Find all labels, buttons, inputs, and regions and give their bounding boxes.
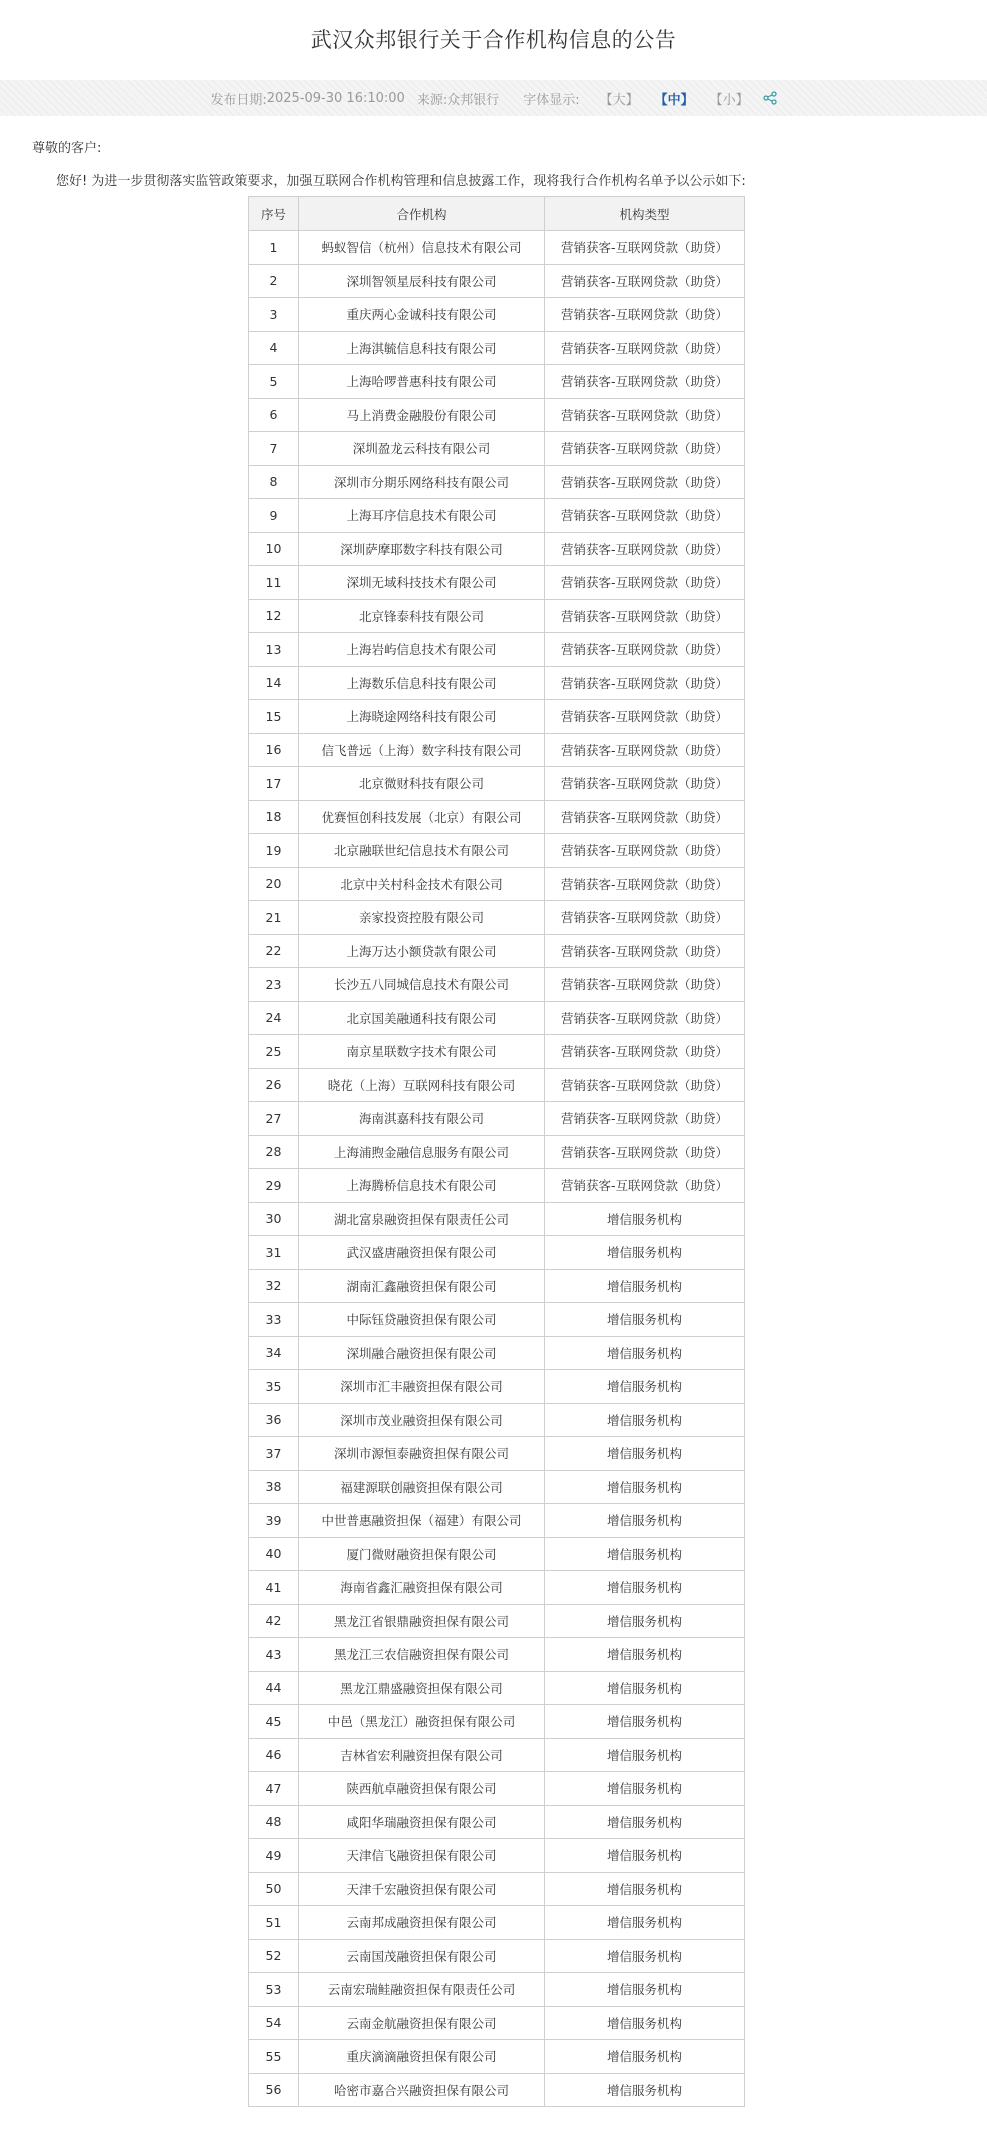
row-index: 11 (249, 566, 299, 600)
intro-paragraph: 您好! 为进一步贯彻落实监管政策要求，加强互联网合作机构管理和信息披露工作，现将我行合作机构名单予以公示如下: (56, 174, 746, 189)
row-type: 增信服务机构 (545, 1236, 745, 1270)
row-institution: 重庆滴滴融资担保有限公司 (299, 2040, 545, 2074)
row-institution: 厦门微财融资担保有限公司 (299, 1537, 545, 1571)
table-row (249, 264, 745, 298)
row-institution: 上海浦煦金融信息服务有限公司 (299, 1135, 545, 1169)
row-institution: 陕西航卓融资担保有限公司 (299, 1772, 545, 1806)
row-institution: 上海岩屿信息技术有限公司 (299, 633, 545, 667)
publish-date-label: 发布日期: (210, 92, 267, 108)
row-institution: 武汉盛唐融资担保有限公司 (299, 1236, 545, 1270)
row-index: 23 (249, 968, 299, 1002)
row-index: 24 (249, 1001, 299, 1035)
row-institution: 深圳市茂业融资担保有限公司 (299, 1403, 545, 1437)
row-index: 8 (249, 465, 299, 499)
row-type: 营销获客-互联网贷款（助贷） (545, 666, 745, 700)
table-row (249, 1738, 745, 1772)
row-institution: 上海腾桥信息技术有限公司 (299, 1169, 545, 1203)
row-index: 17 (249, 767, 299, 801)
table-row (249, 1973, 745, 2007)
table-row (249, 1571, 745, 1605)
row-type: 营销获客-互联网贷款（助贷） (545, 968, 745, 1002)
table-row (249, 968, 745, 1002)
row-institution: 优赛恒创科技发展（北京）有限公司 (299, 800, 545, 834)
row-institution: 湖北富泉融资担保有限责任公司 (299, 1202, 545, 1236)
table-row (249, 1135, 745, 1169)
row-index: 31 (249, 1236, 299, 1270)
table-row (249, 767, 745, 801)
table-row (249, 934, 745, 968)
table-row (249, 1403, 745, 1437)
row-index: 14 (249, 666, 299, 700)
partner-institutions-table (248, 196, 745, 2107)
header-institution: 合作机构 (299, 197, 545, 231)
row-type: 营销获客-互联网贷款（助贷） (545, 465, 745, 499)
row-type: 增信服务机构 (545, 1872, 745, 1906)
table-row (249, 331, 745, 365)
row-index: 40 (249, 1537, 299, 1571)
row-index: 22 (249, 934, 299, 968)
row-type: 增信服务机构 (545, 2040, 745, 2074)
row-type: 营销获客-互联网贷款（助贷） (545, 365, 745, 399)
row-type: 营销获客-互联网贷款（助贷） (545, 1001, 745, 1035)
row-type: 营销获客-互联网贷款（助贷） (545, 1169, 745, 1203)
row-type: 营销获客-互联网贷款（助贷） (545, 1135, 745, 1169)
row-index: 49 (249, 1839, 299, 1873)
row-institution: 深圳融合融资担保有限公司 (299, 1336, 545, 1370)
header-type: 机构类型 (545, 197, 745, 231)
font-size-small-button[interactable]: 【小】 (709, 92, 749, 108)
row-index: 29 (249, 1169, 299, 1203)
row-type: 增信服务机构 (545, 1839, 745, 1873)
row-type: 增信服务机构 (545, 2006, 745, 2040)
row-type: 增信服务机构 (545, 1939, 745, 1973)
row-index: 21 (249, 901, 299, 935)
row-index: 42 (249, 1604, 299, 1638)
row-index: 2 (249, 264, 299, 298)
table-row (249, 1638, 745, 1672)
table-row (249, 1906, 745, 1940)
row-type: 增信服务机构 (545, 1604, 745, 1638)
table-row (249, 901, 745, 935)
row-index: 51 (249, 1906, 299, 1940)
row-type: 营销获客-互联网贷款（助贷） (545, 800, 745, 834)
table-row (249, 231, 745, 265)
row-institution: 长沙五八同城信息技术有限公司 (299, 968, 545, 1002)
table-row (249, 1068, 745, 1102)
table-row (249, 800, 745, 834)
row-institution: 重庆两心金诚科技有限公司 (299, 298, 545, 332)
source-value: 众邦银行 (447, 92, 500, 108)
table-body (249, 231, 745, 2107)
row-type: 营销获客-互联网贷款（助贷） (545, 1068, 745, 1102)
row-institution: 马上消费金融股份有限公司 (299, 398, 545, 432)
row-type: 营销获客-互联网贷款（助贷） (545, 432, 745, 466)
row-index: 10 (249, 532, 299, 566)
row-type: 增信服务机构 (545, 1638, 745, 1672)
table-row (249, 1939, 745, 1973)
table-row (249, 1001, 745, 1035)
table-row (249, 867, 745, 901)
table-row (249, 499, 745, 533)
row-type: 营销获客-互联网贷款（助贷） (545, 499, 745, 533)
table-row (249, 2040, 745, 2074)
row-institution: 深圳市汇丰融资担保有限公司 (299, 1370, 545, 1404)
table-row (249, 1303, 745, 1337)
row-institution: 湖南汇鑫融资担保有限公司 (299, 1269, 545, 1303)
article-meta-bar (0, 80, 987, 116)
publish-date-value: 2025-09-30 16:10:00 (266, 90, 405, 106)
row-type: 增信服务机构 (545, 1403, 745, 1437)
row-index: 5 (249, 365, 299, 399)
row-type: 营销获客-互联网贷款（助贷） (545, 867, 745, 901)
table-row (249, 1504, 745, 1538)
row-index: 15 (249, 700, 299, 734)
row-institution: 深圳无域科技技术有限公司 (299, 566, 545, 600)
table-row (249, 566, 745, 600)
row-type: 增信服务机构 (545, 1437, 745, 1471)
row-institution: 云南宏瑞鲑融资担保有限责任公司 (299, 1973, 545, 2007)
table-row (249, 1470, 745, 1504)
row-type: 增信服务机构 (545, 1973, 745, 2007)
row-index: 43 (249, 1638, 299, 1672)
row-institution: 中际钰贷融资担保有限公司 (299, 1303, 545, 1337)
table-row (249, 1269, 745, 1303)
row-institution: 深圳盈龙云科技有限公司 (299, 432, 545, 466)
row-index: 7 (249, 432, 299, 466)
row-institution: 黑龙江鼎盛融资担保有限公司 (299, 1671, 545, 1705)
row-institution: 哈密市嘉合兴融资担保有限公司 (299, 2073, 545, 2107)
table-row (249, 700, 745, 734)
table-row (249, 1202, 745, 1236)
row-index: 46 (249, 1738, 299, 1772)
row-type: 增信服务机构 (545, 1671, 745, 1705)
row-index: 56 (249, 2073, 299, 2107)
row-index: 19 (249, 834, 299, 868)
row-index: 41 (249, 1571, 299, 1605)
row-institution: 深圳智领星辰科技有限公司 (299, 264, 545, 298)
row-type: 增信服务机构 (545, 1906, 745, 1940)
table-row (249, 398, 745, 432)
row-institution: 上海耳序信息技术有限公司 (299, 499, 545, 533)
row-type: 营销获客-互联网贷款（助贷） (545, 264, 745, 298)
row-type: 增信服务机构 (545, 1537, 745, 1571)
row-type: 增信服务机构 (545, 1805, 745, 1839)
row-type: 增信服务机构 (545, 1705, 745, 1739)
table-row (249, 733, 745, 767)
row-institution: 咸阳华瑞融资担保有限公司 (299, 1805, 545, 1839)
row-type: 增信服务机构 (545, 1772, 745, 1806)
row-institution: 信飞普远（上海）数字科技有限公司 (299, 733, 545, 767)
font-size-large-button[interactable]: 【大】 (599, 92, 639, 108)
row-institution: 深圳市源恒泰融资担保有限公司 (299, 1437, 545, 1471)
row-type: 增信服务机构 (545, 1269, 745, 1303)
row-institution: 云南国茂融资担保有限公司 (299, 1939, 545, 1973)
row-institution: 北京国美融通科技有限公司 (299, 1001, 545, 1035)
table-row (249, 432, 745, 466)
row-institution: 晓花（上海）互联网科技有限公司 (299, 1068, 545, 1102)
table-row (249, 666, 745, 700)
row-index: 34 (249, 1336, 299, 1370)
row-institution: 上海哈啰普惠科技有限公司 (299, 365, 545, 399)
page-title: 武汉众邦银行关于合作机构信息的公告 (310, 28, 677, 52)
row-index: 55 (249, 2040, 299, 2074)
row-institution: 黑龙江三农信融资担保有限公司 (299, 1638, 545, 1672)
row-index: 6 (249, 398, 299, 432)
row-type: 营销获客-互联网贷款（助贷） (545, 767, 745, 801)
row-index: 50 (249, 1872, 299, 1906)
row-index: 53 (249, 1973, 299, 2007)
row-index: 13 (249, 633, 299, 667)
header-index: 序号 (249, 197, 299, 231)
font-size-medium-button[interactable]: 【中】 (654, 92, 694, 108)
table-row (249, 1169, 745, 1203)
table-row (249, 1035, 745, 1069)
row-type: 增信服务机构 (545, 1336, 745, 1370)
table-row (249, 465, 745, 499)
row-index: 48 (249, 1805, 299, 1839)
row-index: 27 (249, 1102, 299, 1136)
row-institution: 北京中关村科金技术有限公司 (299, 867, 545, 901)
row-type: 增信服务机构 (545, 1738, 745, 1772)
row-type: 营销获客-互联网贷款（助贷） (545, 834, 745, 868)
table-row (249, 1236, 745, 1270)
greeting-text: 尊敬的客户: (32, 141, 102, 156)
row-index: 35 (249, 1370, 299, 1404)
row-type: 增信服务机构 (545, 2073, 745, 2107)
row-type: 营销获客-互联网贷款（助贷） (545, 934, 745, 968)
row-index: 52 (249, 1939, 299, 1973)
table-row (249, 1772, 745, 1806)
row-type: 营销获客-互联网贷款（助贷） (545, 398, 745, 432)
row-type: 营销获客-互联网贷款（助贷） (545, 599, 745, 633)
row-institution: 亲家投资控股有限公司 (299, 901, 545, 935)
row-institution: 吉林省宏利融资担保有限公司 (299, 1738, 545, 1772)
table-row (249, 1805, 745, 1839)
row-index: 18 (249, 800, 299, 834)
row-institution: 北京融联世纪信息技术有限公司 (299, 834, 545, 868)
row-institution: 天津信飞融资担保有限公司 (299, 1839, 545, 1873)
row-type: 营销获客-互联网贷款（助贷） (545, 331, 745, 365)
row-institution: 北京锋泰科技有限公司 (299, 599, 545, 633)
table-row (249, 298, 745, 332)
row-index: 30 (249, 1202, 299, 1236)
font-size-label: 字体显示: (523, 92, 580, 108)
table-row (249, 1102, 745, 1136)
row-institution: 上海淇毓信息科技有限公司 (299, 331, 545, 365)
row-index: 39 (249, 1504, 299, 1538)
table-row (249, 532, 745, 566)
row-type: 营销获客-互联网贷款（助贷） (545, 298, 745, 332)
table-row (249, 834, 745, 868)
row-type: 营销获客-互联网贷款（助贷） (545, 733, 745, 767)
row-type: 营销获客-互联网贷款（助贷） (545, 1035, 745, 1069)
row-type: 营销获客-互联网贷款（助贷） (545, 633, 745, 667)
row-institution: 上海万达小额贷款有限公司 (299, 934, 545, 968)
table-row (249, 1437, 745, 1471)
table-row (249, 2073, 745, 2107)
row-index: 3 (249, 298, 299, 332)
row-index: 20 (249, 867, 299, 901)
row-institution: 南京星联数字技术有限公司 (299, 1035, 545, 1069)
row-index: 47 (249, 1772, 299, 1806)
row-index: 32 (249, 1269, 299, 1303)
table-row (249, 633, 745, 667)
row-institution: 云南金航融资担保有限公司 (299, 2006, 545, 2040)
row-index: 36 (249, 1403, 299, 1437)
row-institution: 海南省鑫汇融资担保有限公司 (299, 1571, 545, 1605)
table-row (249, 2006, 745, 2040)
row-type: 营销获客-互联网贷款（助贷） (545, 566, 745, 600)
row-index: 28 (249, 1135, 299, 1169)
row-type: 增信服务机构 (545, 1504, 745, 1538)
row-index: 12 (249, 599, 299, 633)
row-institution: 上海数乐信息科技有限公司 (299, 666, 545, 700)
row-type: 增信服务机构 (545, 1470, 745, 1504)
table-row (249, 1705, 745, 1739)
row-index: 4 (249, 331, 299, 365)
row-index: 26 (249, 1068, 299, 1102)
row-institution: 深圳萨摩耶数字科技有限公司 (299, 532, 545, 566)
row-type: 营销获客-互联网贷款（助贷） (545, 231, 745, 265)
table-row (249, 1671, 745, 1705)
row-institution: 云南邦成融资担保有限公司 (299, 1906, 545, 1940)
row-index: 1 (249, 231, 299, 265)
source-label: 来源: (416, 92, 448, 108)
table-row (249, 1370, 745, 1404)
row-type: 增信服务机构 (545, 1571, 745, 1605)
row-institution: 深圳市分期乐网络科技有限公司 (299, 465, 545, 499)
row-type: 营销获客-互联网贷款（助贷） (545, 700, 745, 734)
table-row (249, 1604, 745, 1638)
row-type: 增信服务机构 (545, 1370, 745, 1404)
share-icon[interactable] (763, 91, 777, 105)
row-institution: 蚂蚁智信（杭州）信息技术有限公司 (299, 231, 545, 265)
row-type: 营销获客-互联网贷款（助贷） (545, 1102, 745, 1136)
row-index: 38 (249, 1470, 299, 1504)
row-institution: 福建源联创融资担保有限公司 (299, 1470, 545, 1504)
row-index: 44 (249, 1671, 299, 1705)
row-institution: 海南淇嘉科技有限公司 (299, 1102, 545, 1136)
row-institution: 北京微财科技有限公司 (299, 767, 545, 801)
row-institution: 黑龙江省银鼎融资担保有限公司 (299, 1604, 545, 1638)
table-row (249, 1537, 745, 1571)
table-row (249, 1872, 745, 1906)
row-institution: 上海晓途网络科技有限公司 (299, 700, 545, 734)
row-institution: 中邑（黑龙江）融资担保有限公司 (299, 1705, 545, 1739)
table-row (249, 1839, 745, 1873)
row-type: 营销获客-互联网贷款（助贷） (545, 532, 745, 566)
row-index: 45 (249, 1705, 299, 1739)
row-type: 增信服务机构 (545, 1303, 745, 1337)
table-row (249, 599, 745, 633)
row-index: 25 (249, 1035, 299, 1069)
row-institution: 中世普惠融资担保（福建）有限公司 (299, 1504, 545, 1538)
row-type: 增信服务机构 (545, 1202, 745, 1236)
row-index: 16 (249, 733, 299, 767)
table-header-row (249, 197, 745, 231)
row-index: 37 (249, 1437, 299, 1471)
row-institution: 天津千宏融资担保有限公司 (299, 1872, 545, 1906)
row-index: 54 (249, 2006, 299, 2040)
row-type: 营销获客-互联网贷款（助贷） (545, 901, 745, 935)
table-row (249, 365, 745, 399)
row-index: 33 (249, 1303, 299, 1337)
table-row (249, 1336, 745, 1370)
row-index: 9 (249, 499, 299, 533)
